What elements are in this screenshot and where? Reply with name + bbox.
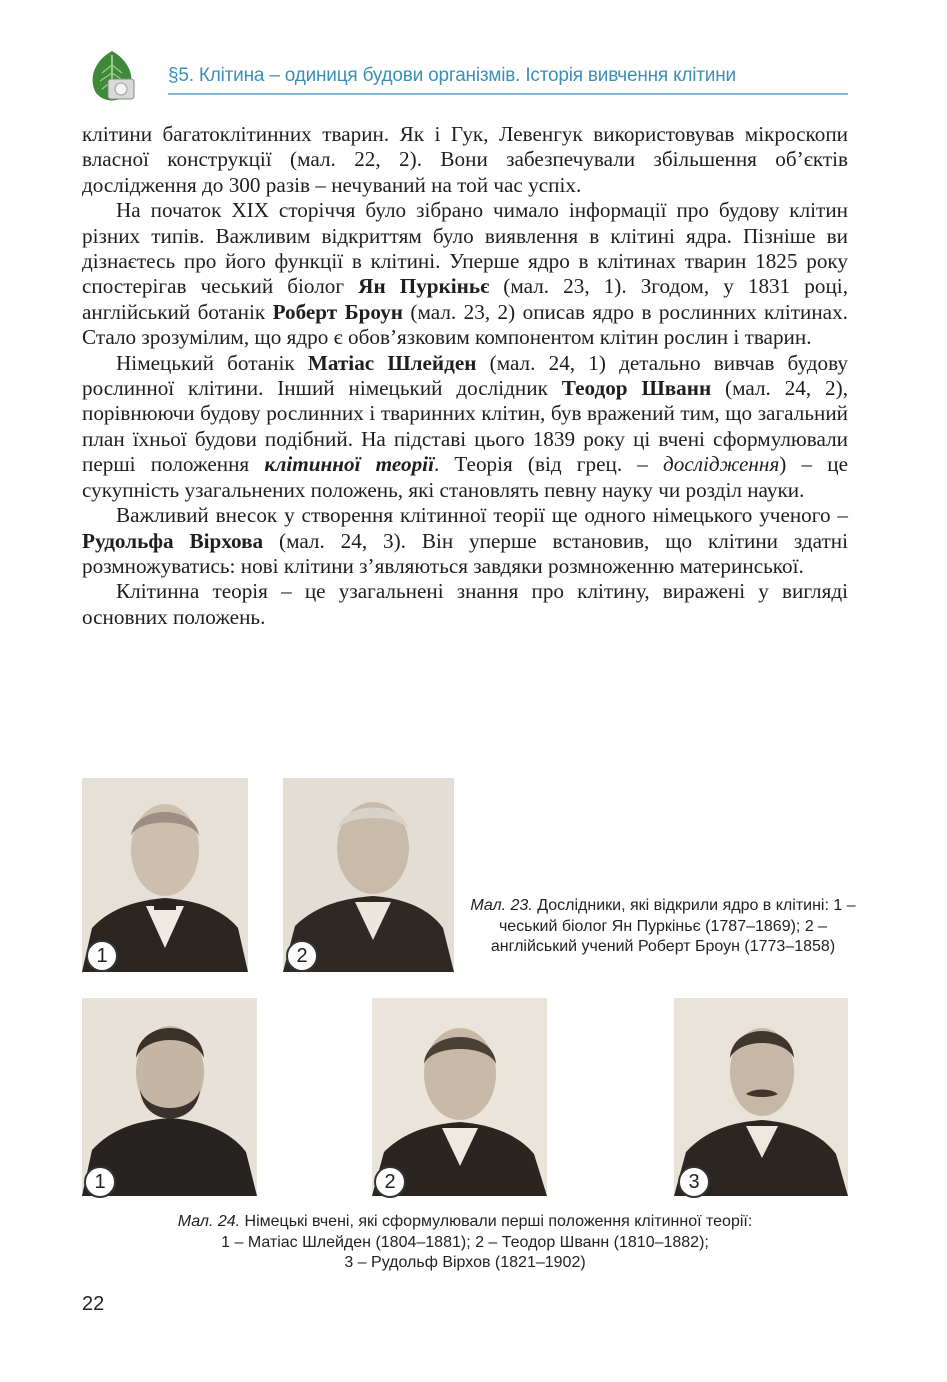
name-schwann: Теодор Шванн <box>561 376 712 401</box>
paragraph-3: Німецький ботанік Матіас Шлейден (мал. 24, 1) детально вивчав будову рослинної клітини. Інший німецький дослідник Теодор Шванн (мал. 24, 2), порівнюючи будову рослинних і тваринних клітин, був вражений тим, що загальний план їхньої будови подібний. На підставі цього 1839 року ці вчені сформулювали перші положення клітинної теорії. Теорія (від грец. – дослідження) – це сукупність узагальнених положень, які становлять певну науку чи розділ науки. <box>82 350 849 502</box>
header-divider <box>168 93 848 95</box>
figure-23-label: Мал. 23. <box>470 897 533 914</box>
photo-number-badge: 1 <box>86 940 118 972</box>
portrait-schleiden-photo <box>82 998 257 1196</box>
figure-23-caption <box>468 896 858 958</box>
chapter-title: §5. Клітина – одиниця будови організмів. Історія вивчення клітини <box>168 65 736 86</box>
paragraph-2: На початок XIX сторіччя було зібрано чимало інформації про будову клітин різних типів. Важливим відкриттям було виявлення в клітині ядра. Пізніше ви дізнаєтесь про його функції в клітині. Уперше ядро в клітинах тварин 1825 року спостерігав чеський біолог Ян Пуркіньє (мал. 23, 1). Згодом, у 1831 році, англійський ботанік Роберт Броун (мал. 23, 2) описав ядро в рослинних клітинах. Стало зрозумілим, що ядро є обов’язковим компонентом клітин рослин і тварин. <box>82 198 848 350</box>
name-schleiden: Матіас Шлейден <box>307 350 477 375</box>
photo-number-badge: 1 <box>84 1166 116 1198</box>
main-text <box>82 122 848 630</box>
photo-number-badge: 2 <box>286 940 318 972</box>
figure-24-line-1: Німецькі вчені, які сформулювали перші положення клітинної теорії: <box>240 1213 753 1230</box>
figure-23-text: Дослідники, які відкрили ядро в клітині: 1 – чеський біолог Ян Пуркіньє (1787–1869); 2 – англійський учений Роберт Броун (1773–1858) <box>490 897 856 955</box>
paragraph-5: Клітинна теорія – це узагальнені знання про клітину, виражені у вигляді основних положень. <box>82 579 848 629</box>
paragraph-4: Важливий внесок у створення клітинної теорії ще одного німецького ученого – Рудольфа Вірхова (мал. 24, 3). Він уперше встановив, що клітини здатні розмножуватись: нові клітини з’являються завдяки розмноженню материнської. <box>82 503 848 578</box>
figure-24-line-3: 3 – Рудольф Вірхов (1821–1902) <box>344 1254 586 1271</box>
figure-24-caption <box>82 1212 848 1274</box>
term-cell-theory: клітинної теорії <box>264 452 434 477</box>
page-number: 22 <box>82 1293 105 1315</box>
name-brown: Роберт Броун <box>272 299 404 324</box>
name-virchow: Рудольфа Вірхова <box>82 528 264 553</box>
paragraph-1: клітини багатоклітинних тварин. Як і Гук, Левенгук використовував мікроскопи власної конструкції (мал. 22, 2). Вони забезпечували збільшення об’єктів дослідження до 300 разів – нечуваний на той час успіх. <box>82 122 848 197</box>
figure-24-line-2: 1 – Матіас Шлейден (1804–1881); 2 – Теодор Шванн (1810–1882); <box>221 1233 709 1251</box>
portrait-schwann-photo <box>372 998 547 1196</box>
figure-24-label: Мал. 24. <box>177 1213 241 1230</box>
photo-number-badge: 2 <box>374 1166 406 1198</box>
photo-number-badge: 3 <box>678 1166 710 1198</box>
page-header <box>82 45 852 105</box>
term-research: дослідження <box>663 452 780 477</box>
name-purkinje: Ян Пуркіньє <box>358 274 490 299</box>
green-leaf-book-icon <box>82 49 142 105</box>
